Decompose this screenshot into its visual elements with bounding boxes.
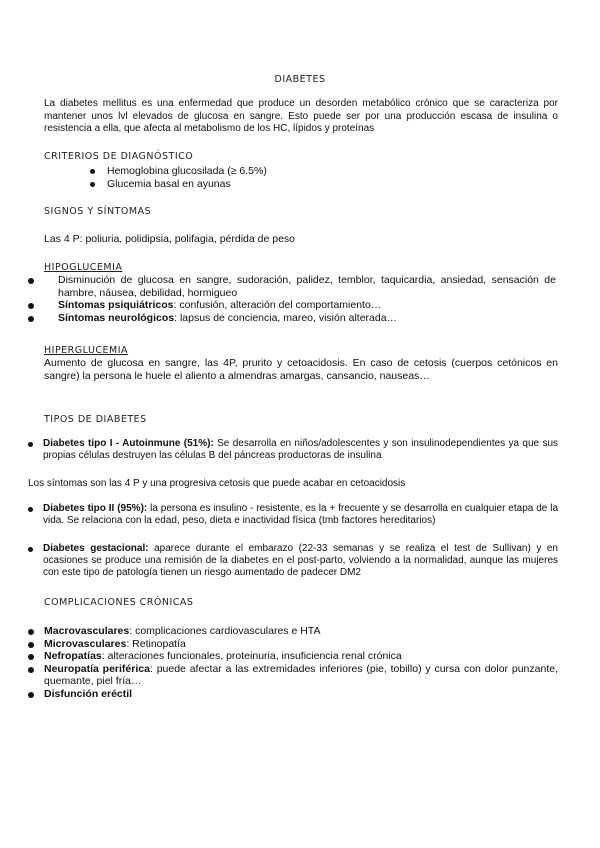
hiperglucemia-heading: HIPERGLUCEMIA <box>44 345 129 356</box>
complicacion-text: Nefropatías: alteraciones funcionales, proteinuria, insuficiencia renal crónica <box>44 650 402 662</box>
signos-heading: SIGNOS Y SÍNTOMAS <box>44 206 152 217</box>
hiperglucemia-text: Aumento de glucosa en sangre, las 4P, prurito y cetoacidosis. En caso de cetosis (cuerpos cetónicos en sangre) la persona le huele el aliento a almendras amargas, cansancio, nauseas… <box>44 357 558 382</box>
bullet-icon <box>28 507 33 512</box>
bullet-icon <box>28 303 34 309</box>
bullet-icon <box>28 442 33 447</box>
bullet-icon <box>90 169 95 174</box>
page-title: DIABETES <box>274 74 326 85</box>
criterios-heading: CRITERIOS DE DIAGNÓSTICO <box>44 151 194 162</box>
list-item <box>28 312 556 325</box>
complicacion-text: Disfunción eréctil <box>44 687 133 700</box>
list-item <box>28 438 558 462</box>
list-item <box>28 274 556 299</box>
gestacional-text: Diabetes gestacional: aparece durante el embarazo (22-33 semanas y se realiza el test de Sullivan) y en ocasiones se produce una remisión de la diabetes en el post-parto, volviendo a la normalidad, aunque las mujeres con este tipo de patología tienen un riesgo aumentado de padecer DM2 <box>43 543 558 578</box>
bullet-icon <box>28 629 34 635</box>
bullet-icon <box>28 547 33 552</box>
complicaciones-list <box>28 625 558 700</box>
bullet-icon <box>28 316 34 322</box>
complicacion-text: Macrovasculares: complicaciones cardiovasculares e HTA <box>44 625 321 637</box>
criterio-text: Hemoglobina glucosilada (≥ 6.5%) <box>107 165 267 177</box>
signos-text: Las 4 P: poliuria, polidipsia, polifagia, pérdida de peso <box>44 233 296 245</box>
bullet-icon <box>28 654 34 660</box>
intro-paragraph: La diabetes mellitus es una enfermedad que produce un desorden metabólico crónico que se caracteriza por mantener unos lvl elevados de glucosa en sangre. Esto puede ser por una producción escasa de insulina o resistencia a ella, que afecta al metabolismo de los HC, lípidos y proteínas <box>44 98 558 134</box>
tipo1-text: Diabetes tipo I - Autoinmune (51%): Se desarrolla en niños/adolescentes y son insulinodependientes ya que sus propias células destruyen las células B del páncreas productoras de insulina <box>43 438 559 461</box>
hipo-item-text: Síntomas psiquiátricos: confusión, alteración del comportamiento… <box>58 299 382 311</box>
tipo2-text: Diabetes tipo II (95%): la persona es insulino - resistente, es la + frecuente y se desarrolla en cualquier etapa de la vida. Se relaciona con la edad, peso, dieta e inactividad física (tmb factores hereditarios) <box>43 503 559 526</box>
complicacion-text: Microvasculares: Retinopatía <box>44 637 186 650</box>
hipoglucemia-list <box>28 274 556 324</box>
list-item <box>90 165 490 178</box>
complicacion-text: Neuropatía periférica: puede afectar a las extremidades inferiores (pie, tobillo) y cursa con dolor punzante, quemante, piel fría… <box>44 662 558 687</box>
list-item <box>28 625 558 638</box>
tipos-note: Los síntomas son las 4 P y una progresiva cetosis que puede acabar en cetoacidosis <box>28 478 406 489</box>
criterios-list <box>90 165 490 191</box>
hipoglucemia-heading: HIPOGLUCEMIA <box>44 262 123 273</box>
list-item <box>90 178 490 191</box>
list-item <box>28 638 558 651</box>
bullet-icon <box>90 182 95 187</box>
complicaciones-heading: COMPLICACIONES CRÓNICAS <box>44 597 194 608</box>
list-item <box>28 663 558 688</box>
criterio-text: Glucemia basal en ayunas <box>107 178 231 190</box>
list-item <box>28 299 556 312</box>
hipo-item-text: Disminución de glucosa en sangre, sudoración, palidez, temblor, taquicardia, ansiedad, sensación de hambre, náusea, debilidad, hormigueo <box>58 274 556 299</box>
list-item <box>28 650 558 663</box>
tipos-heading: TIPOS DE DIABETES <box>44 414 147 425</box>
list-item <box>28 543 558 579</box>
list-item <box>28 688 558 701</box>
hipo-item-text: Síntomas neurológicos: lapsus de conciencia, mareo, visión alterada… <box>58 311 398 324</box>
list-item <box>28 503 558 527</box>
bullet-icon <box>28 642 34 648</box>
bullet-icon <box>28 692 34 698</box>
bullet-icon <box>28 667 34 673</box>
bullet-icon <box>28 278 34 284</box>
